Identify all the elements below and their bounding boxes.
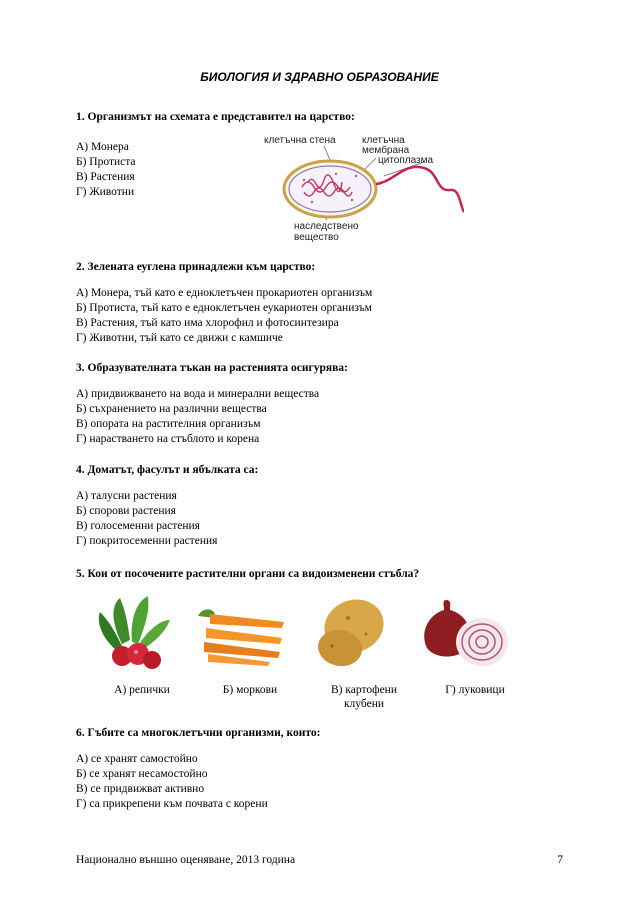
option-d: Г) Животни, тъй като се движи с камшиче (76, 332, 283, 344)
option-a: А) талусни растения (76, 490, 177, 502)
label-radishes: А) репички (114, 684, 170, 696)
label-hereditary-1: наследствено (294, 221, 359, 232)
option-a: А) Монера (76, 141, 129, 153)
potato-image (304, 594, 390, 674)
carrot-image (196, 604, 288, 666)
bacterium-diagram (264, 132, 464, 247)
question-2 (76, 260, 576, 346)
question-4-options (76, 489, 576, 549)
option-c: В) опората на растителния организъм (76, 418, 261, 430)
page-number: 7 (557, 854, 563, 866)
question-6 (76, 726, 576, 812)
option-c: В) Растения, тъй като има хлорофил и фотосинтезира (76, 317, 339, 329)
label-cytoplasm: цитоплазма (378, 155, 434, 166)
label-onions: Г) луковици (445, 684, 505, 696)
question-2-options (76, 286, 576, 346)
option-d: Г) покритосеменни растения (76, 535, 218, 547)
question-4-title: 4. Доматът, фасулът и ябълката са: (76, 464, 259, 476)
label-membrane-1: клетъчна (362, 135, 405, 146)
flagellum (376, 167, 464, 212)
option-a: А) придвижването на вода и минерални вещества (76, 388, 320, 400)
question-3 (76, 361, 576, 447)
radish-image (92, 594, 174, 674)
vegetable-images (0, 594, 639, 674)
option-d: Г) нарастването на стъблото и корена (76, 433, 260, 445)
page-footer (76, 854, 563, 866)
label-potatoes-line-2: клубени (343, 698, 385, 710)
question-6-title: 6. Гъбите са многоклетъчни организми, които: (76, 727, 321, 739)
label-carrots: Б) моркови (222, 684, 278, 696)
cell-membrane (289, 166, 371, 212)
option-d: Г) са прикрепени към почвата с корени (76, 798, 268, 810)
page-title: БИОЛОГИЯ И ЗДРАВНО ОБРАЗОВАНИЕ (200, 70, 439, 84)
question-1-title: 1. Организмът на схемата е представител на царство: (76, 111, 355, 123)
option-b: Б) спорови растения (76, 505, 176, 517)
option-b: Б) съхранението на различни вещества (76, 403, 267, 415)
question-3-title: 3. Образувателната тъкан на растенията осигурява: (76, 362, 348, 374)
option-a: А) се хранят самостойно (76, 753, 198, 765)
onion-image (416, 596, 512, 670)
option-c: В) голосеменни растения (76, 520, 200, 532)
option-b: Б) се хранят несамостойно (76, 768, 208, 780)
label-cell-wall: клетъчна стена (264, 135, 336, 146)
question-6-options (76, 752, 576, 812)
question-3-options (76, 387, 576, 447)
label-potatoes-line-1: В) картофени (331, 684, 397, 696)
option-c: В) Растения (76, 171, 135, 183)
question-5 (76, 567, 576, 581)
question-5-title: 5. Кои от посочените растителни органи са видоизменени стъбла? (76, 568, 420, 580)
option-d: Г) Животни (76, 186, 135, 198)
label-potatoes (304, 683, 424, 711)
option-b: Б) Протиста, тъй като е едноклетъчен еукариотен организъм (76, 302, 372, 314)
label-hereditary-2: вещество (294, 232, 339, 243)
question-2-title: 2. Зелената еуглена принадлежи към царство: (76, 261, 316, 273)
footer-text: Национално външно оценяване, 2013 година (76, 854, 296, 866)
option-c: В) се придвижват активно (76, 783, 205, 795)
label-membrane-2: мембрана (362, 145, 410, 156)
option-a: А) Монера, тъй като е едноклетъчен прокариотен организъм (76, 287, 373, 299)
option-b: Б) Протиста (76, 156, 136, 168)
question-4 (76, 463, 576, 549)
